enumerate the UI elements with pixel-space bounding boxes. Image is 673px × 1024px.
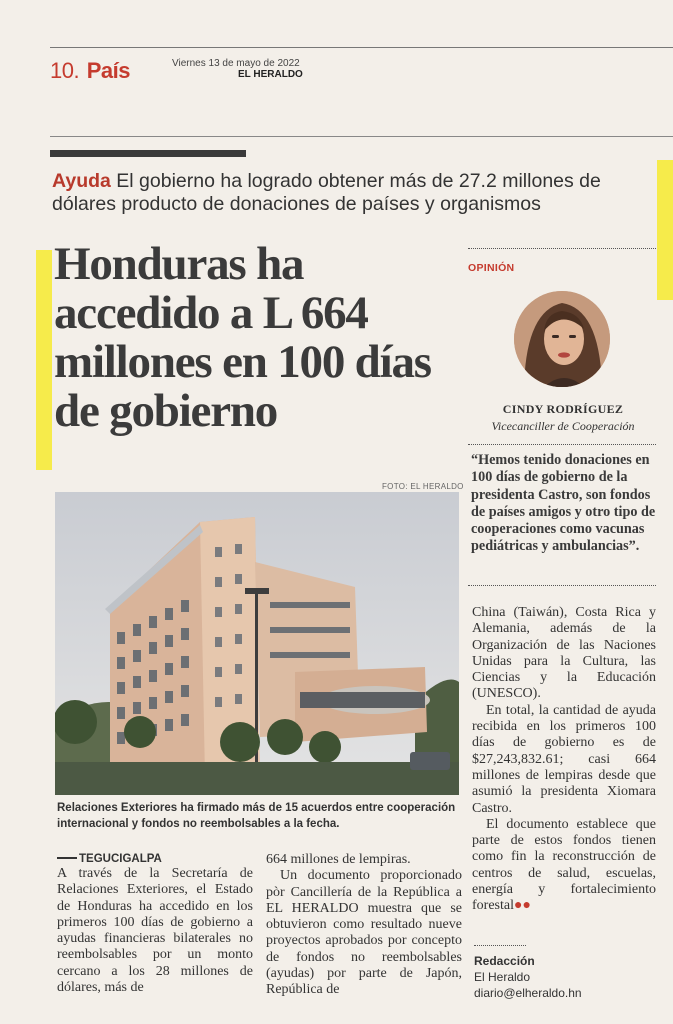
byline [474, 953, 582, 1001]
photo-caption: Relaciones Exteriores ha firmado más de 15 acuerdos entre cooperación internacional y fondos no reembolsables a la fecha. [57, 802, 456, 830]
body-paragraph: Un documento proporcionado pòr Cancillería de la República a EL HERALDO muestra que se obtuvieron como resultado nueve proyectos aprobados por concepto de fondos no reembolsables (ayudas) por parte de Japón, República de [266, 868, 462, 998]
highlighter-mark-right [657, 160, 673, 300]
opinion-label: OPINIÓN [468, 262, 515, 274]
top-rule [50, 47, 673, 48]
subhead-text: El gobierno ha logrado obtener más de 27.2 millones de dólares producto de donaciones de países y organismos [52, 170, 601, 215]
end-mark-icon: ●● [513, 898, 531, 914]
portrait-illustration [514, 291, 610, 387]
dateline-city: TEGUCIGALPA [57, 852, 253, 866]
headline: Honduras ha accedido a L 664 millones en 100 días de gobierno [54, 238, 431, 437]
section-header [50, 58, 130, 84]
body-paragraph: 664 millones de lempiras. [266, 852, 411, 867]
section-name: País [86, 58, 130, 83]
sidebar-divider [468, 248, 656, 249]
building-illustration [55, 492, 459, 795]
page-number: 10. [50, 58, 80, 83]
body-text: A través de la Secretaría de Relaciones Exteriores, el Estado de Honduras ha accedido en los primeros 100 días de gobierno a ayudas financieras bilaterales no reembolsables por un monto cercano a los 28 millones de dólares, más de [57, 866, 253, 996]
opinion-role: Vicecanciller de Cooperación [491, 419, 635, 433]
body-column-2 [266, 852, 462, 999]
header-rule [50, 136, 673, 137]
body-column-3 [472, 605, 656, 915]
publication-date: Viernes 13 de mayo de 2022 [172, 58, 300, 69]
byline-heading: Redacción [474, 954, 535, 968]
publication-name: EL HERALDO [238, 69, 303, 80]
avatar [514, 291, 610, 387]
body-paragraph: China (Taiwán), Costa Rica y Alemania, además de la Organización de las Naciones Unidas para la Cultura, las Ciencias y la Educación (UNESCO). [472, 605, 656, 702]
dateline [172, 58, 303, 80]
opinion-quote: “Hemos tenido donaciones en 100 días de gobierno de la presidenta Castro, son fondos de países amigos y otro tipo de cooperaciones como vacunas pediátricas y ambulancias”. [471, 452, 656, 555]
byline-name: El Heraldo [474, 970, 531, 984]
kicker-label: Ayuda [52, 170, 111, 192]
sidebar-divider [468, 444, 656, 445]
photo-credit: FOTO: EL HERALDO [382, 482, 464, 491]
article-photo [55, 492, 459, 795]
body-paragraph: En total, la cantidad de ayuda recibida en los primeros 100 días de gobierno es de $27,243,832.61; casi 664 millones de lempiras desde que asumió la presidenta Xiomara Castro. [472, 702, 656, 816]
body-text: El documento establece que parte de estos fondos tienen como fin la reconstrucción de centros de salud, escuelas, energía y fortalecimiento forestal [472, 816, 656, 914]
sidebar-divider [468, 585, 656, 586]
subhead [52, 170, 642, 216]
kicker-bar [50, 150, 246, 157]
byline-email: diario@elheraldo.hn [474, 986, 582, 1000]
opinion-name: CINDY RODRÍGUEZ [502, 402, 624, 416]
body-paragraph [472, 817, 656, 915]
body-column-1 [57, 852, 253, 996]
highlighter-mark-left [36, 250, 52, 470]
byline-divider [474, 945, 526, 946]
